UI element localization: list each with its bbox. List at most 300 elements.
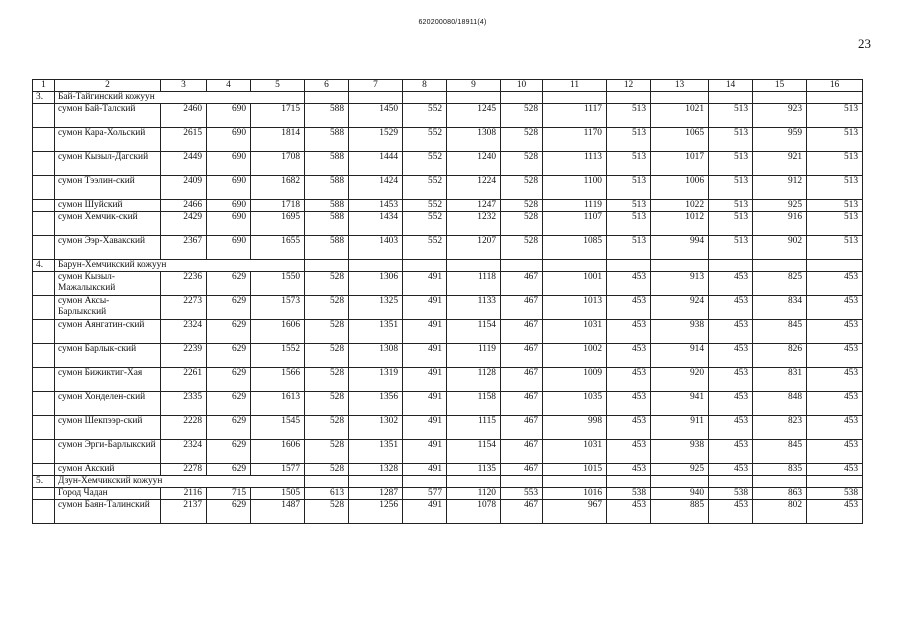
value-cell: 588 [305, 104, 349, 128]
section-title: Барун-Хемчикский кожуун [55, 260, 305, 272]
column-header: 7 [349, 80, 403, 92]
value-cell: 1115 [447, 416, 501, 440]
value-cell: 528 [501, 128, 543, 152]
value-cell: 1328 [349, 464, 403, 476]
value-cell: 453 [807, 392, 863, 416]
value-cell: 553 [501, 488, 543, 500]
column-header: 14 [709, 80, 753, 92]
row-index-cell [33, 152, 55, 176]
value-cell: 690 [207, 200, 251, 212]
settlement-name: Город Чадан [55, 488, 161, 500]
page-number: 23 [858, 36, 871, 51]
column-header: 10 [501, 80, 543, 92]
value-cell: 1154 [447, 440, 501, 464]
value-cell: 1434 [349, 212, 403, 236]
empty-cell [607, 260, 651, 272]
value-cell: 911 [651, 416, 709, 440]
value-cell: 491 [403, 500, 447, 524]
value-cell: 1117 [543, 104, 607, 128]
value-cell: 528 [305, 320, 349, 344]
table-row [33, 296, 863, 320]
value-cell: 513 [807, 176, 863, 200]
empty-cell [607, 92, 651, 104]
value-cell: 629 [207, 320, 251, 344]
section-title: Дзун-Хемчикский кожуун [55, 476, 305, 488]
value-cell: 2466 [161, 200, 207, 212]
value-cell: 513 [807, 212, 863, 236]
value-cell: 491 [403, 272, 447, 296]
value-cell: 2409 [161, 176, 207, 200]
value-cell: 2273 [161, 296, 207, 320]
table-row [33, 128, 863, 152]
settlement-name: сумон Эрги-Барлыкский [55, 440, 161, 464]
value-cell: 1113 [543, 152, 607, 176]
row-index-cell [33, 236, 55, 260]
value-cell: 920 [651, 368, 709, 392]
value-cell: 453 [607, 344, 651, 368]
value-cell: 2236 [161, 272, 207, 296]
value-cell: 453 [709, 344, 753, 368]
value-cell: 538 [607, 488, 651, 500]
column-header: 13 [651, 80, 709, 92]
settlement-name: сумон Кызыл-Дагский [55, 152, 161, 176]
value-cell: 938 [651, 440, 709, 464]
value-cell: 552 [403, 104, 447, 128]
empty-cell [349, 260, 403, 272]
value-cell: 2324 [161, 440, 207, 464]
value-cell: 912 [753, 176, 807, 200]
empty-cell [807, 260, 863, 272]
value-cell: 528 [501, 200, 543, 212]
empty-cell [709, 476, 753, 488]
empty-cell [447, 476, 501, 488]
value-cell: 528 [305, 440, 349, 464]
row-index-cell [33, 104, 55, 128]
empty-cell [349, 476, 403, 488]
value-cell: 916 [753, 212, 807, 236]
value-cell: 1100 [543, 176, 607, 200]
value-cell: 528 [305, 368, 349, 392]
value-cell: 453 [709, 392, 753, 416]
value-cell: 1319 [349, 368, 403, 392]
value-cell: 453 [709, 440, 753, 464]
value-cell: 588 [305, 200, 349, 212]
value-cell: 690 [207, 128, 251, 152]
empty-cell [305, 260, 349, 272]
column-header: 11 [543, 80, 607, 92]
value-cell: 491 [403, 344, 447, 368]
value-cell: 1107 [543, 212, 607, 236]
value-cell: 1135 [447, 464, 501, 476]
value-cell: 2615 [161, 128, 207, 152]
value-cell: 491 [403, 368, 447, 392]
value-cell: 491 [403, 416, 447, 440]
empty-cell [753, 260, 807, 272]
value-cell: 2449 [161, 152, 207, 176]
value-cell: 1031 [543, 320, 607, 344]
column-header: 3 [161, 80, 207, 92]
value-cell: 1133 [447, 296, 501, 320]
value-cell: 2324 [161, 320, 207, 344]
value-cell: 1308 [349, 344, 403, 368]
row-index-cell [33, 200, 55, 212]
empty-cell [403, 260, 447, 272]
value-cell: 629 [207, 416, 251, 440]
value-cell: 588 [305, 176, 349, 200]
value-cell: 1065 [651, 128, 709, 152]
table-row [33, 104, 863, 128]
value-cell: 967 [543, 500, 607, 524]
value-cell: 959 [753, 128, 807, 152]
value-cell: 845 [753, 440, 807, 464]
value-cell: 1085 [543, 236, 607, 260]
value-cell: 528 [501, 212, 543, 236]
value-cell: 538 [807, 488, 863, 500]
tariff-table [32, 79, 863, 524]
row-index-cell [33, 488, 55, 500]
empty-cell [305, 92, 349, 104]
value-cell: 513 [607, 128, 651, 152]
value-cell: 491 [403, 464, 447, 476]
value-cell: 513 [709, 200, 753, 212]
value-cell: 467 [501, 296, 543, 320]
value-cell: 1708 [251, 152, 305, 176]
header-row [33, 80, 863, 92]
column-header: 5 [251, 80, 305, 92]
value-cell: 491 [403, 440, 447, 464]
table-row [33, 500, 863, 524]
column-header: 12 [607, 80, 651, 92]
settlement-name: сумон Баян-Талинский [55, 500, 161, 524]
value-cell: 902 [753, 236, 807, 260]
value-cell: 826 [753, 344, 807, 368]
value-cell: 453 [709, 500, 753, 524]
empty-cell [709, 260, 753, 272]
value-cell: 2261 [161, 368, 207, 392]
value-cell: 1224 [447, 176, 501, 200]
value-cell: 513 [607, 212, 651, 236]
value-cell: 528 [305, 392, 349, 416]
value-cell: 1021 [651, 104, 709, 128]
empty-cell [807, 92, 863, 104]
value-cell: 1814 [251, 128, 305, 152]
table-row [33, 488, 863, 500]
value-cell: 453 [607, 392, 651, 416]
row-index-cell [33, 392, 55, 416]
value-cell: 453 [709, 296, 753, 320]
table-row [33, 440, 863, 464]
value-cell: 1351 [349, 320, 403, 344]
value-cell: 1655 [251, 236, 305, 260]
value-cell: 1552 [251, 344, 305, 368]
value-cell: 2228 [161, 416, 207, 440]
value-cell: 923 [753, 104, 807, 128]
value-cell: 835 [753, 464, 807, 476]
value-cell: 528 [305, 344, 349, 368]
empty-cell [349, 92, 403, 104]
settlement-name: сумон Аянгатин-ский [55, 320, 161, 344]
value-cell: 453 [807, 320, 863, 344]
value-cell: 513 [709, 104, 753, 128]
value-cell: 1035 [543, 392, 607, 416]
value-cell: 552 [403, 200, 447, 212]
value-cell: 1012 [651, 212, 709, 236]
section-index: 5. [33, 476, 55, 488]
value-cell: 1118 [447, 272, 501, 296]
row-index-cell [33, 176, 55, 200]
column-header: 8 [403, 80, 447, 92]
settlement-name: сумон Шуйский [55, 200, 161, 212]
value-cell: 588 [305, 128, 349, 152]
empty-cell [753, 476, 807, 488]
value-cell: 1240 [447, 152, 501, 176]
value-cell: 1505 [251, 488, 305, 500]
row-index-cell [33, 368, 55, 392]
row-index-cell [33, 500, 55, 524]
value-cell: 453 [607, 500, 651, 524]
value-cell: 629 [207, 440, 251, 464]
section-row [33, 260, 863, 272]
value-cell: 467 [501, 320, 543, 344]
value-cell: 1308 [447, 128, 501, 152]
value-cell: 1119 [447, 344, 501, 368]
value-cell: 994 [651, 236, 709, 260]
value-cell: 453 [807, 272, 863, 296]
empty-cell [501, 260, 543, 272]
value-cell: 1119 [543, 200, 607, 212]
settlement-name: сумон Кызыл-Мажалыкский [55, 272, 161, 296]
value-cell: 690 [207, 152, 251, 176]
value-cell: 1002 [543, 344, 607, 368]
value-cell: 1009 [543, 368, 607, 392]
empty-cell [607, 476, 651, 488]
settlement-name: сумон Барлык-ский [55, 344, 161, 368]
value-cell: 848 [753, 392, 807, 416]
empty-cell [543, 92, 607, 104]
value-cell: 467 [501, 344, 543, 368]
settlement-name: сумон Акский [55, 464, 161, 476]
value-cell: 528 [501, 152, 543, 176]
value-cell: 1158 [447, 392, 501, 416]
value-cell: 453 [807, 464, 863, 476]
section-row [33, 476, 863, 488]
value-cell: 467 [501, 392, 543, 416]
column-header: 16 [807, 80, 863, 92]
value-cell: 1006 [651, 176, 709, 200]
value-cell: 1682 [251, 176, 305, 200]
value-cell: 467 [501, 368, 543, 392]
empty-cell [651, 260, 709, 272]
value-cell: 1120 [447, 488, 501, 500]
table-row [33, 368, 863, 392]
value-cell: 467 [501, 416, 543, 440]
value-cell: 528 [305, 464, 349, 476]
value-cell: 453 [709, 272, 753, 296]
value-cell: 513 [607, 152, 651, 176]
empty-cell [651, 92, 709, 104]
value-cell: 513 [807, 200, 863, 212]
table-row [33, 464, 863, 476]
empty-cell [753, 92, 807, 104]
value-cell: 491 [403, 320, 447, 344]
value-cell: 2239 [161, 344, 207, 368]
value-cell: 613 [305, 488, 349, 500]
row-index-cell [33, 440, 55, 464]
value-cell: 1287 [349, 488, 403, 500]
value-cell: 453 [607, 296, 651, 320]
value-cell: 823 [753, 416, 807, 440]
value-cell: 513 [807, 236, 863, 260]
value-cell: 913 [651, 272, 709, 296]
value-cell: 513 [709, 128, 753, 152]
value-cell: 825 [753, 272, 807, 296]
value-cell: 528 [501, 104, 543, 128]
row-index-cell [33, 344, 55, 368]
column-header: 1 [33, 80, 55, 92]
empty-cell [543, 260, 607, 272]
value-cell: 528 [305, 272, 349, 296]
settlement-name: сумон Ээр-Хавакский [55, 236, 161, 260]
empty-cell [447, 260, 501, 272]
value-cell: 802 [753, 500, 807, 524]
value-cell: 528 [501, 176, 543, 200]
value-cell: 1302 [349, 416, 403, 440]
value-cell: 552 [403, 212, 447, 236]
value-cell: 453 [607, 440, 651, 464]
value-cell: 1170 [543, 128, 607, 152]
value-cell: 552 [403, 176, 447, 200]
value-cell: 1013 [543, 296, 607, 320]
value-cell: 831 [753, 368, 807, 392]
value-cell: 1207 [447, 236, 501, 260]
section-index: 3. [33, 92, 55, 104]
value-cell: 690 [207, 212, 251, 236]
section-index: 4. [33, 260, 55, 272]
value-cell: 1232 [447, 212, 501, 236]
value-cell: 453 [709, 368, 753, 392]
column-header: 15 [753, 80, 807, 92]
value-cell: 1718 [251, 200, 305, 212]
value-cell: 453 [807, 500, 863, 524]
value-cell: 1247 [447, 200, 501, 212]
table-row [33, 236, 863, 260]
value-cell: 1715 [251, 104, 305, 128]
empty-cell [709, 92, 753, 104]
value-cell: 629 [207, 368, 251, 392]
section-row [33, 92, 863, 104]
value-cell: 1256 [349, 500, 403, 524]
value-cell: 2137 [161, 500, 207, 524]
value-cell: 629 [207, 296, 251, 320]
value-cell: 588 [305, 152, 349, 176]
value-cell: 834 [753, 296, 807, 320]
value-cell: 1545 [251, 416, 305, 440]
settlement-name: сумон Шекпээр-ский [55, 416, 161, 440]
empty-cell [651, 476, 709, 488]
value-cell: 467 [501, 440, 543, 464]
value-cell: 453 [709, 320, 753, 344]
value-cell: 941 [651, 392, 709, 416]
value-cell: 2335 [161, 392, 207, 416]
table-row [33, 320, 863, 344]
value-cell: 2460 [161, 104, 207, 128]
value-cell: 1128 [447, 368, 501, 392]
value-cell: 1606 [251, 440, 305, 464]
value-cell: 467 [501, 500, 543, 524]
value-cell: 1695 [251, 212, 305, 236]
value-cell: 513 [807, 104, 863, 128]
value-cell: 2429 [161, 212, 207, 236]
settlement-name: сумон Аксы-Барлыкский [55, 296, 161, 320]
value-cell: 690 [207, 236, 251, 260]
value-cell: 1015 [543, 464, 607, 476]
value-cell: 528 [305, 296, 349, 320]
value-cell: 1017 [651, 152, 709, 176]
value-cell: 1487 [251, 500, 305, 524]
value-cell: 453 [709, 464, 753, 476]
value-cell: 940 [651, 488, 709, 500]
settlement-name: сумон Тээлин-ский [55, 176, 161, 200]
value-cell: 513 [709, 152, 753, 176]
value-cell: 1529 [349, 128, 403, 152]
value-cell: 690 [207, 104, 251, 128]
value-cell: 1566 [251, 368, 305, 392]
row-index-cell [33, 128, 55, 152]
settlement-name: сумон Бижиктиг-Хая [55, 368, 161, 392]
value-cell: 1356 [349, 392, 403, 416]
value-cell: 577 [403, 488, 447, 500]
value-cell: 453 [607, 368, 651, 392]
column-header: 6 [305, 80, 349, 92]
table-row [33, 416, 863, 440]
table-row [33, 392, 863, 416]
value-cell: 552 [403, 236, 447, 260]
section-title: Бай-Тайгинский кожуун [55, 92, 305, 104]
value-cell: 863 [753, 488, 807, 500]
row-index-cell [33, 464, 55, 476]
empty-cell [501, 92, 543, 104]
table-row [33, 176, 863, 200]
value-cell: 491 [403, 392, 447, 416]
value-cell: 453 [607, 416, 651, 440]
empty-cell [403, 476, 447, 488]
row-index-cell [33, 296, 55, 320]
value-cell: 453 [709, 416, 753, 440]
value-cell: 914 [651, 344, 709, 368]
value-cell: 715 [207, 488, 251, 500]
value-cell: 467 [501, 272, 543, 296]
value-cell: 453 [807, 440, 863, 464]
value-cell: 925 [651, 464, 709, 476]
value-cell: 938 [651, 320, 709, 344]
value-cell: 1403 [349, 236, 403, 260]
value-cell: 1325 [349, 296, 403, 320]
row-index-cell [33, 272, 55, 296]
settlement-name: сумон Хемчик-ский [55, 212, 161, 236]
column-header: 9 [447, 80, 501, 92]
value-cell: 2278 [161, 464, 207, 476]
value-cell: 513 [807, 128, 863, 152]
value-cell: 588 [305, 236, 349, 260]
value-cell: 552 [403, 128, 447, 152]
empty-cell [447, 92, 501, 104]
value-cell: 453 [807, 416, 863, 440]
value-cell: 921 [753, 152, 807, 176]
value-cell: 998 [543, 416, 607, 440]
value-cell: 2116 [161, 488, 207, 500]
value-cell: 538 [709, 488, 753, 500]
settlement-name: сумон Кара-Хольский [55, 128, 161, 152]
